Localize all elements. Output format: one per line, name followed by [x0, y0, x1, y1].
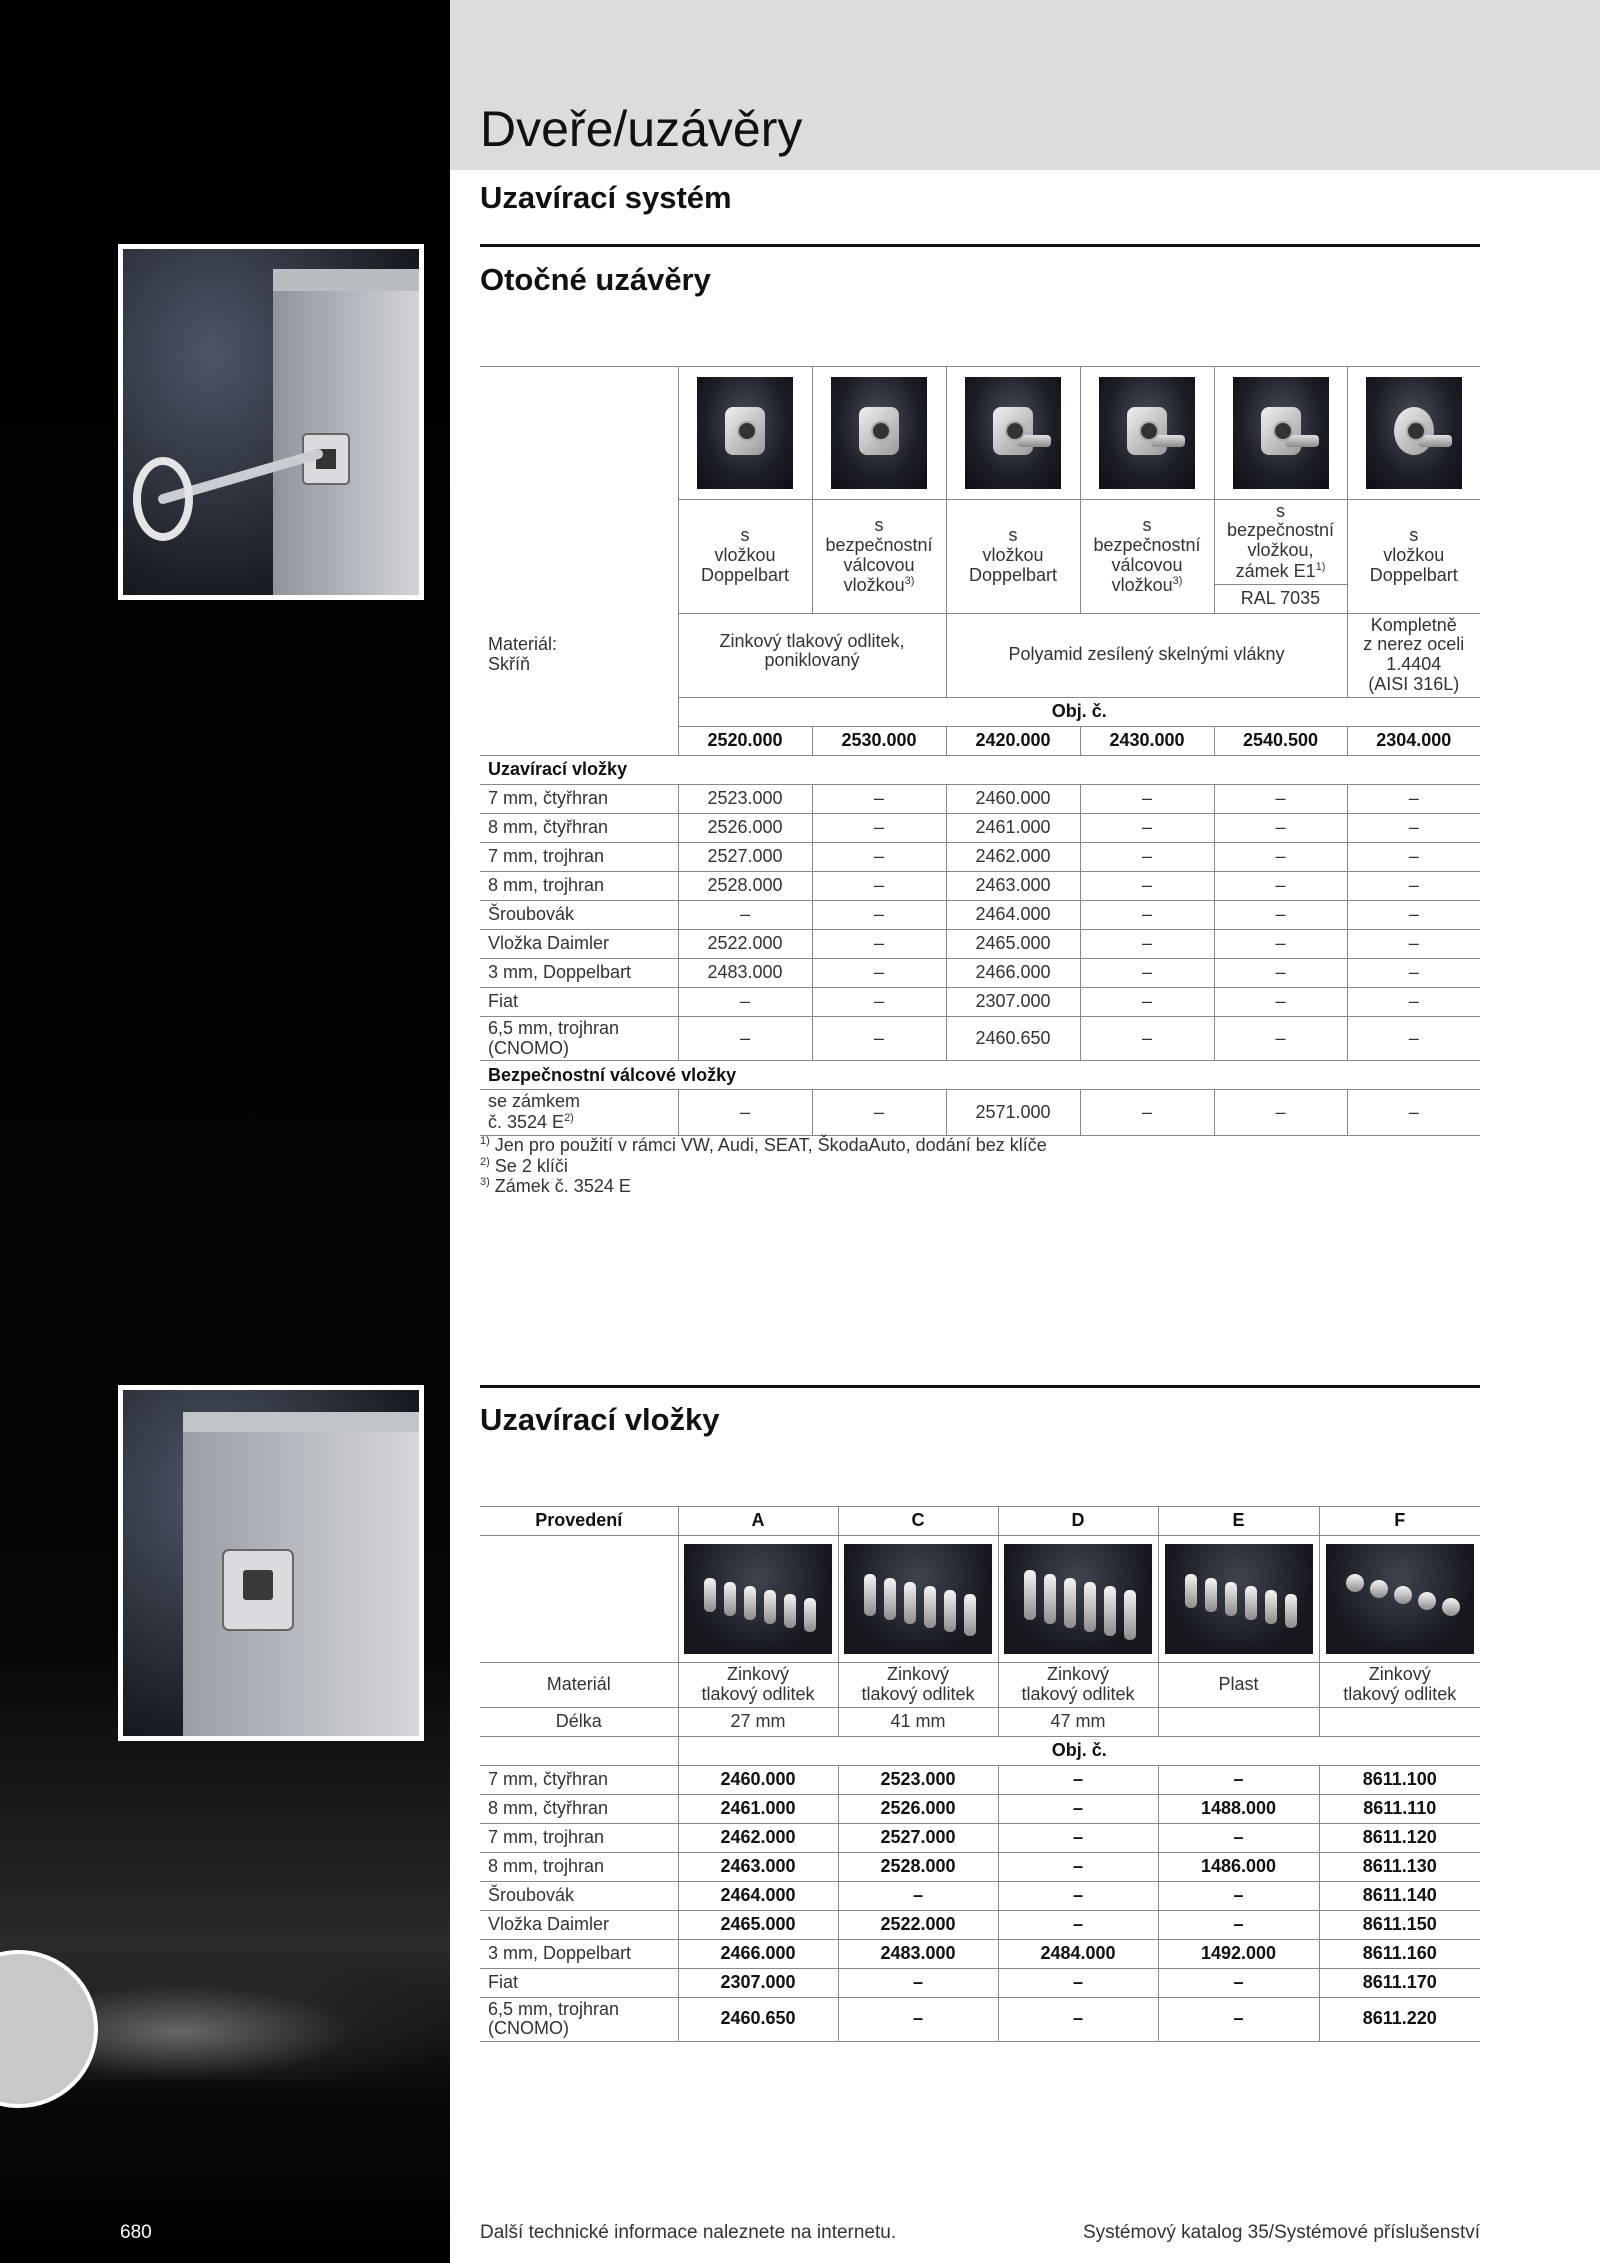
table-row: 3 mm, Doppelbart 2466.000 2483.000 2484.000 1492.000 8611.160	[480, 1939, 1480, 1968]
table-row: 7 mm, trojhran 2527.000 – 2462.000 – – –	[480, 842, 1480, 871]
table-row: Fiat 2307.000 – – – 8611.170	[480, 1968, 1480, 1997]
rotary-locks-table	[480, 366, 1480, 1136]
table-row: se zámkem č. 3524 $E^{2)}$ – – 2571.000 – – –	[480, 1090, 1480, 1136]
page-title: Dveře/uzávěry	[480, 101, 803, 157]
footer-catalog-name: Systémový katalog 35/Systémové příslušenství	[1082, 2222, 1480, 2243]
lock-2304-image	[1366, 377, 1462, 489]
lock-2530-image	[831, 377, 927, 489]
table-row: 8 mm, trojhran 2528.000 – 2463.000 – – –	[480, 871, 1480, 900]
section-rule	[480, 244, 1480, 247]
table-row: Šroubovák – – 2464.000 – – –	[480, 900, 1480, 929]
table-row: Vložka Daimler 2522.000 – 2465.000 – – –	[480, 929, 1480, 958]
enclosure-insert-photo	[118, 1385, 424, 1741]
footnote: $^{2)}$ Se 2 klíči	[480, 1155, 568, 1176]
table-row: 6,5 mm, trojhran (CNOMO) 2460.650 – – – 8611.220	[480, 1997, 1480, 2042]
material-row: Materiál Zinkový tlakový odlitek Zinkový tlakový odlitek Zinkový tlakový odlitek Plast Zinkový tlakový odlitek	[480, 1663, 1480, 1708]
lock-inserts-title: Uzavírací vložky	[480, 1402, 720, 1437]
insert-set-d-image	[1004, 1544, 1152, 1654]
lock-2520-image	[697, 377, 793, 489]
footnote: $^{3)}$ Zámek č. 3524 E	[480, 1176, 631, 1197]
material-row: Materiál: Skříň Zinkový tlakový odlitek, poniklovaný Polyamid zesílený skelnými vlákny Kompletně z nerez oceli 1.4404 (AISI 316L)	[480, 613, 1480, 697]
insert-set-e-image	[1165, 1544, 1313, 1654]
table-row: 7 mm, čtyřhran 2523.000 – 2460.000 – – –	[480, 784, 1480, 813]
table-row: 7 mm, čtyřhran 2460.000 2523.000 – – 8611.100	[480, 1765, 1480, 1794]
insert-set-c-image	[844, 1544, 992, 1654]
lock-2420-image	[965, 377, 1061, 489]
rotary-locks-title: Otočné uzávěry	[480, 262, 711, 297]
product-images-row	[480, 367, 1480, 500]
table-row: 7 mm, trojhran 2462.000 2527.000 – – 8611.120	[480, 1823, 1480, 1852]
group-header-row: Bezpečnostní válcové vložky	[480, 1061, 1480, 1090]
insert-set-f-image	[1326, 1544, 1474, 1654]
lock-type-row: s vložkou Doppelbart s bezpečnostní válcovou vložkou$^{3)}$ s vložkou Doppelbart s bezpečnostní válcovou vložkou$^{3)}$ s bezpečnostní vložkou, zámek E1$^{1)}$ s vložkou Doppelbart	[480, 499, 1480, 584]
table-row: 8 mm, čtyřhran 2526.000 – 2461.000 – – –	[480, 813, 1480, 842]
lock-2540-image	[1233, 377, 1329, 489]
lock-inserts-table	[480, 1506, 1480, 2042]
group-header-row: Uzavírací vložky	[480, 755, 1480, 784]
lock-2430-image	[1099, 377, 1195, 489]
footer-internet-note: Další technické informace naleznete na internetu.	[480, 2222, 897, 2243]
table-row: 8 mm, čtyřhran 2461.000 2526.000 – 1488.000 8611.110	[480, 1794, 1480, 1823]
variant-header-row: Provedení A C D E F	[480, 1507, 1480, 1536]
obj-label-row: Obj. č.	[480, 697, 1480, 726]
page-number: 680	[120, 2222, 152, 2243]
obj-label-row: Obj. č.	[480, 1736, 1480, 1765]
insert-set-a-image	[684, 1544, 832, 1654]
table-row: 3 mm, Doppelbart 2483.000 – 2466.000 – – –	[480, 958, 1480, 987]
footnotes	[480, 1135, 1047, 1197]
section-rule	[480, 1385, 1480, 1388]
table-row: Fiat – – 2307.000 – – –	[480, 987, 1480, 1016]
enclosure-key-photo	[118, 244, 424, 600]
table-row: 6,5 mm, trojhran (CNOMO) – – 2460.650 – – –	[480, 1016, 1480, 1061]
footnote: $^{1)}$ Jen pro použití v rámci VW, Audi, SEAT, ŠkodaAuto, dodání bez klíče	[480, 1135, 1047, 1155]
section-title: Uzavírací systém	[480, 180, 732, 215]
color-row: RAL 7035	[480, 584, 1480, 613]
length-row: Délka 27 mm 41 mm 47 mm	[480, 1707, 1480, 1736]
obj-numbers-row: 2520.000 2530.000 2420.000 2430.000 2540.500 2304.000	[480, 726, 1480, 755]
table-row: Šroubovák 2464.000 – – – 8611.140	[480, 1881, 1480, 1910]
insert-images-row	[480, 1536, 1480, 1663]
table-row: 8 mm, trojhran 2463.000 2528.000 – 1486.000 8611.130	[480, 1852, 1480, 1881]
table-row: Vložka Daimler 2465.000 2522.000 – – 8611.150	[480, 1910, 1480, 1939]
